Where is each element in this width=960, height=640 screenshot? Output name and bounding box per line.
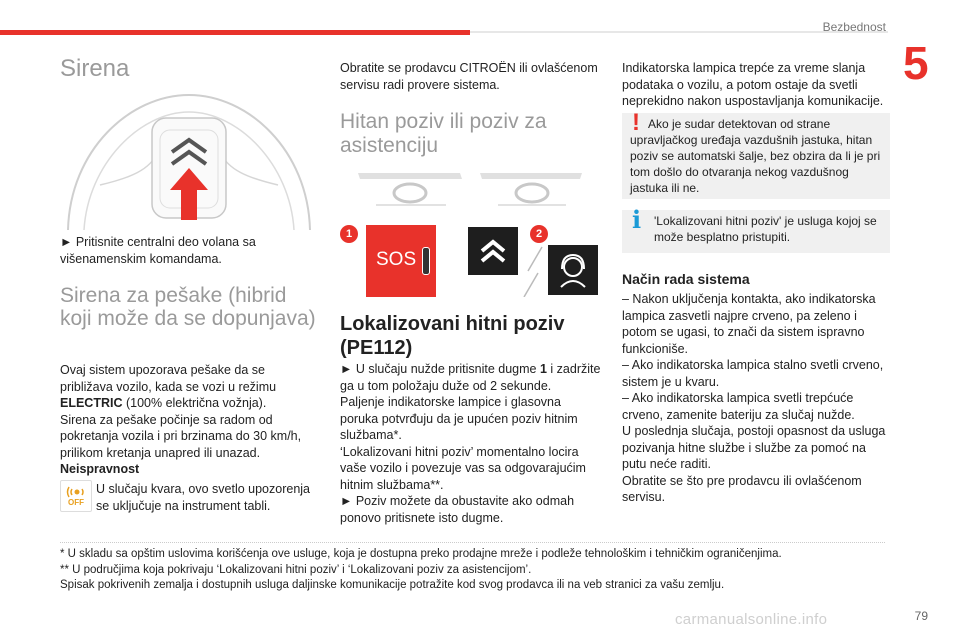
page-number: 79 xyxy=(914,609,928,623)
pedestrian-siren-title: Sirena za pešake (hibrid koji može da se dopunjava) xyxy=(60,284,316,330)
mode-l2: – Ako indikatorska lampica stalno svetli crveno, sistem je u kvaru. xyxy=(622,358,884,389)
footnotes xyxy=(60,547,890,594)
localized-call-text xyxy=(340,361,602,526)
emergency-call-title: Hitan poziv ili poziv za asistenciju xyxy=(340,110,547,157)
localized-call-title: Lokalizovani hitni poziv (PE112) xyxy=(340,313,565,359)
sirena-title: Sirena xyxy=(60,55,130,82)
citroen-logo-button xyxy=(468,227,518,275)
footnote-2: ** U područjima koja pokrivaju ‘Lokalizovani hitni poziv’ i ‘Lokalizovani poziv za asistencijom’. xyxy=(60,563,532,576)
p1-bold: 1 xyxy=(539,362,547,376)
badge-1: 1 xyxy=(340,225,358,243)
info-icon: i xyxy=(632,205,642,234)
footnote-1: * U skladu sa opštim uslovima korišćenja ove usluge, koja je dostupna preko prodajne mreže i podleže tehnološkim i tehničkim ograničenjima. xyxy=(60,548,782,560)
p2: Paljenje indikatorske lampice i glasovna poruka potvrđuju da je upućen poziv hitnim službama*. xyxy=(340,395,578,442)
warning-box xyxy=(622,109,890,199)
fault-text: U slučaju kvara, ovo svetlo upozorenja se uključuje na instrument tabli. xyxy=(96,482,311,513)
sos-button xyxy=(366,225,436,297)
sos-buttons-illustration xyxy=(340,225,602,297)
p1-a: ► U slučaju nužde pritisnite dugme xyxy=(340,362,540,376)
watermark: carmanualsonline.info xyxy=(675,611,828,628)
mode-l1: – Nakon uključenja kontakta, ako indikatorska lampica zasvetli najpre crveno, pa zeleno i potom se ugasi, to znači da sistem ispravno funkcioniše. xyxy=(622,292,876,356)
right-intro: Indikatorska lampica trepće za vreme slanja podataka o vozilu, a potom ostaje da svetli neprekidno nakon uspostavljanja komunikacije. xyxy=(622,61,884,108)
mode-l5: Obratite se što pre prodavcu ili ovlašćenom servisu. xyxy=(622,473,862,504)
pedestrian-siren-off-icon xyxy=(60,480,92,512)
ped-text-1: Ovaj sistem upozorava pešake da se približava vozilo, kada se vozi u režimu xyxy=(60,363,277,394)
assistance-headset-icon xyxy=(548,245,598,295)
mirror-illustration xyxy=(340,165,602,215)
mode-l3: – Ako indikatorska lampica svetli trepćuće crveno, zamenite bateriju za slučaj nužde. xyxy=(622,391,855,422)
fault-title: Neispravnost xyxy=(60,462,140,476)
off-icon-label: OFF xyxy=(68,498,84,507)
ped-text-3: Sirena za pešake počinje sa radom od pokretanja vozila i pri brzinama do 30 km/h, prilikom kretanja unapred ili unazad. xyxy=(60,412,302,460)
info-text: 'Lokalizovani hitni poziv' je usluga kojoj se može besplatno pristupiti. xyxy=(654,214,877,244)
steering-wheel-illustration xyxy=(60,90,318,230)
pedestrian-siren-text xyxy=(60,362,320,461)
ped-electric-bold: ELECTRIC xyxy=(60,396,123,410)
assistance-call-button xyxy=(548,245,598,295)
mode-text xyxy=(622,291,886,506)
footnote-divider xyxy=(60,542,885,543)
footnote-3: Spisak pokrivenih zemalja i dostupnih usluga daljinske komunikacije potražite kod svog prodavca ili na veb stranici za vašu zemlju. xyxy=(60,579,725,591)
sos-indicator-lamp-icon xyxy=(422,247,430,275)
mode-title: Način rada sistema xyxy=(622,271,750,287)
sirena-instruction: ► Pritisnite centralni deo volana sa višenamenskim komandama. xyxy=(60,235,256,266)
middle-intro: Obratite se prodavcu CITROËN ili ovlašćenom servisu radi provere sistema. xyxy=(340,61,598,92)
warning-exclamation-icon: ! xyxy=(632,109,640,136)
chapter-number: 5 xyxy=(903,37,929,89)
warning-text: Ako je sudar detektovan od strane upravljačkog uređaja vazdušnih jastuka, hitan poziv se automatski šalje, bez obzira da li je pri tom došlo do otvaranja nekog vazdušnog jastuka ili ne. xyxy=(630,117,881,195)
divider-lines xyxy=(518,245,548,297)
info-box xyxy=(622,205,890,253)
p1-c: i zadržite ga u tom položaju duže od 2 sekunde. xyxy=(340,362,601,393)
sos-label: SOS xyxy=(376,249,417,270)
header-red-bar xyxy=(0,30,470,35)
p4: ► Poziv možete da obustavite ako odmah ponovo pritisnete isto dugme. xyxy=(340,494,575,525)
badge-2: 2 xyxy=(530,225,548,243)
section-title: Bezbednost xyxy=(822,20,886,34)
ped-text-2: (100% električna vožnja). xyxy=(122,396,267,410)
mode-l4: U poslednja slučaja, postoji opasnost da usluga pozivanja hitne službe i službe za pomoć na putu neće raditi. xyxy=(622,424,886,471)
p3: ‘Lokalizovani hitni poziv’ momentalno locira vaše vozilo i povezuje vas sa odgovarajućim hitnim službama**. xyxy=(340,444,586,492)
